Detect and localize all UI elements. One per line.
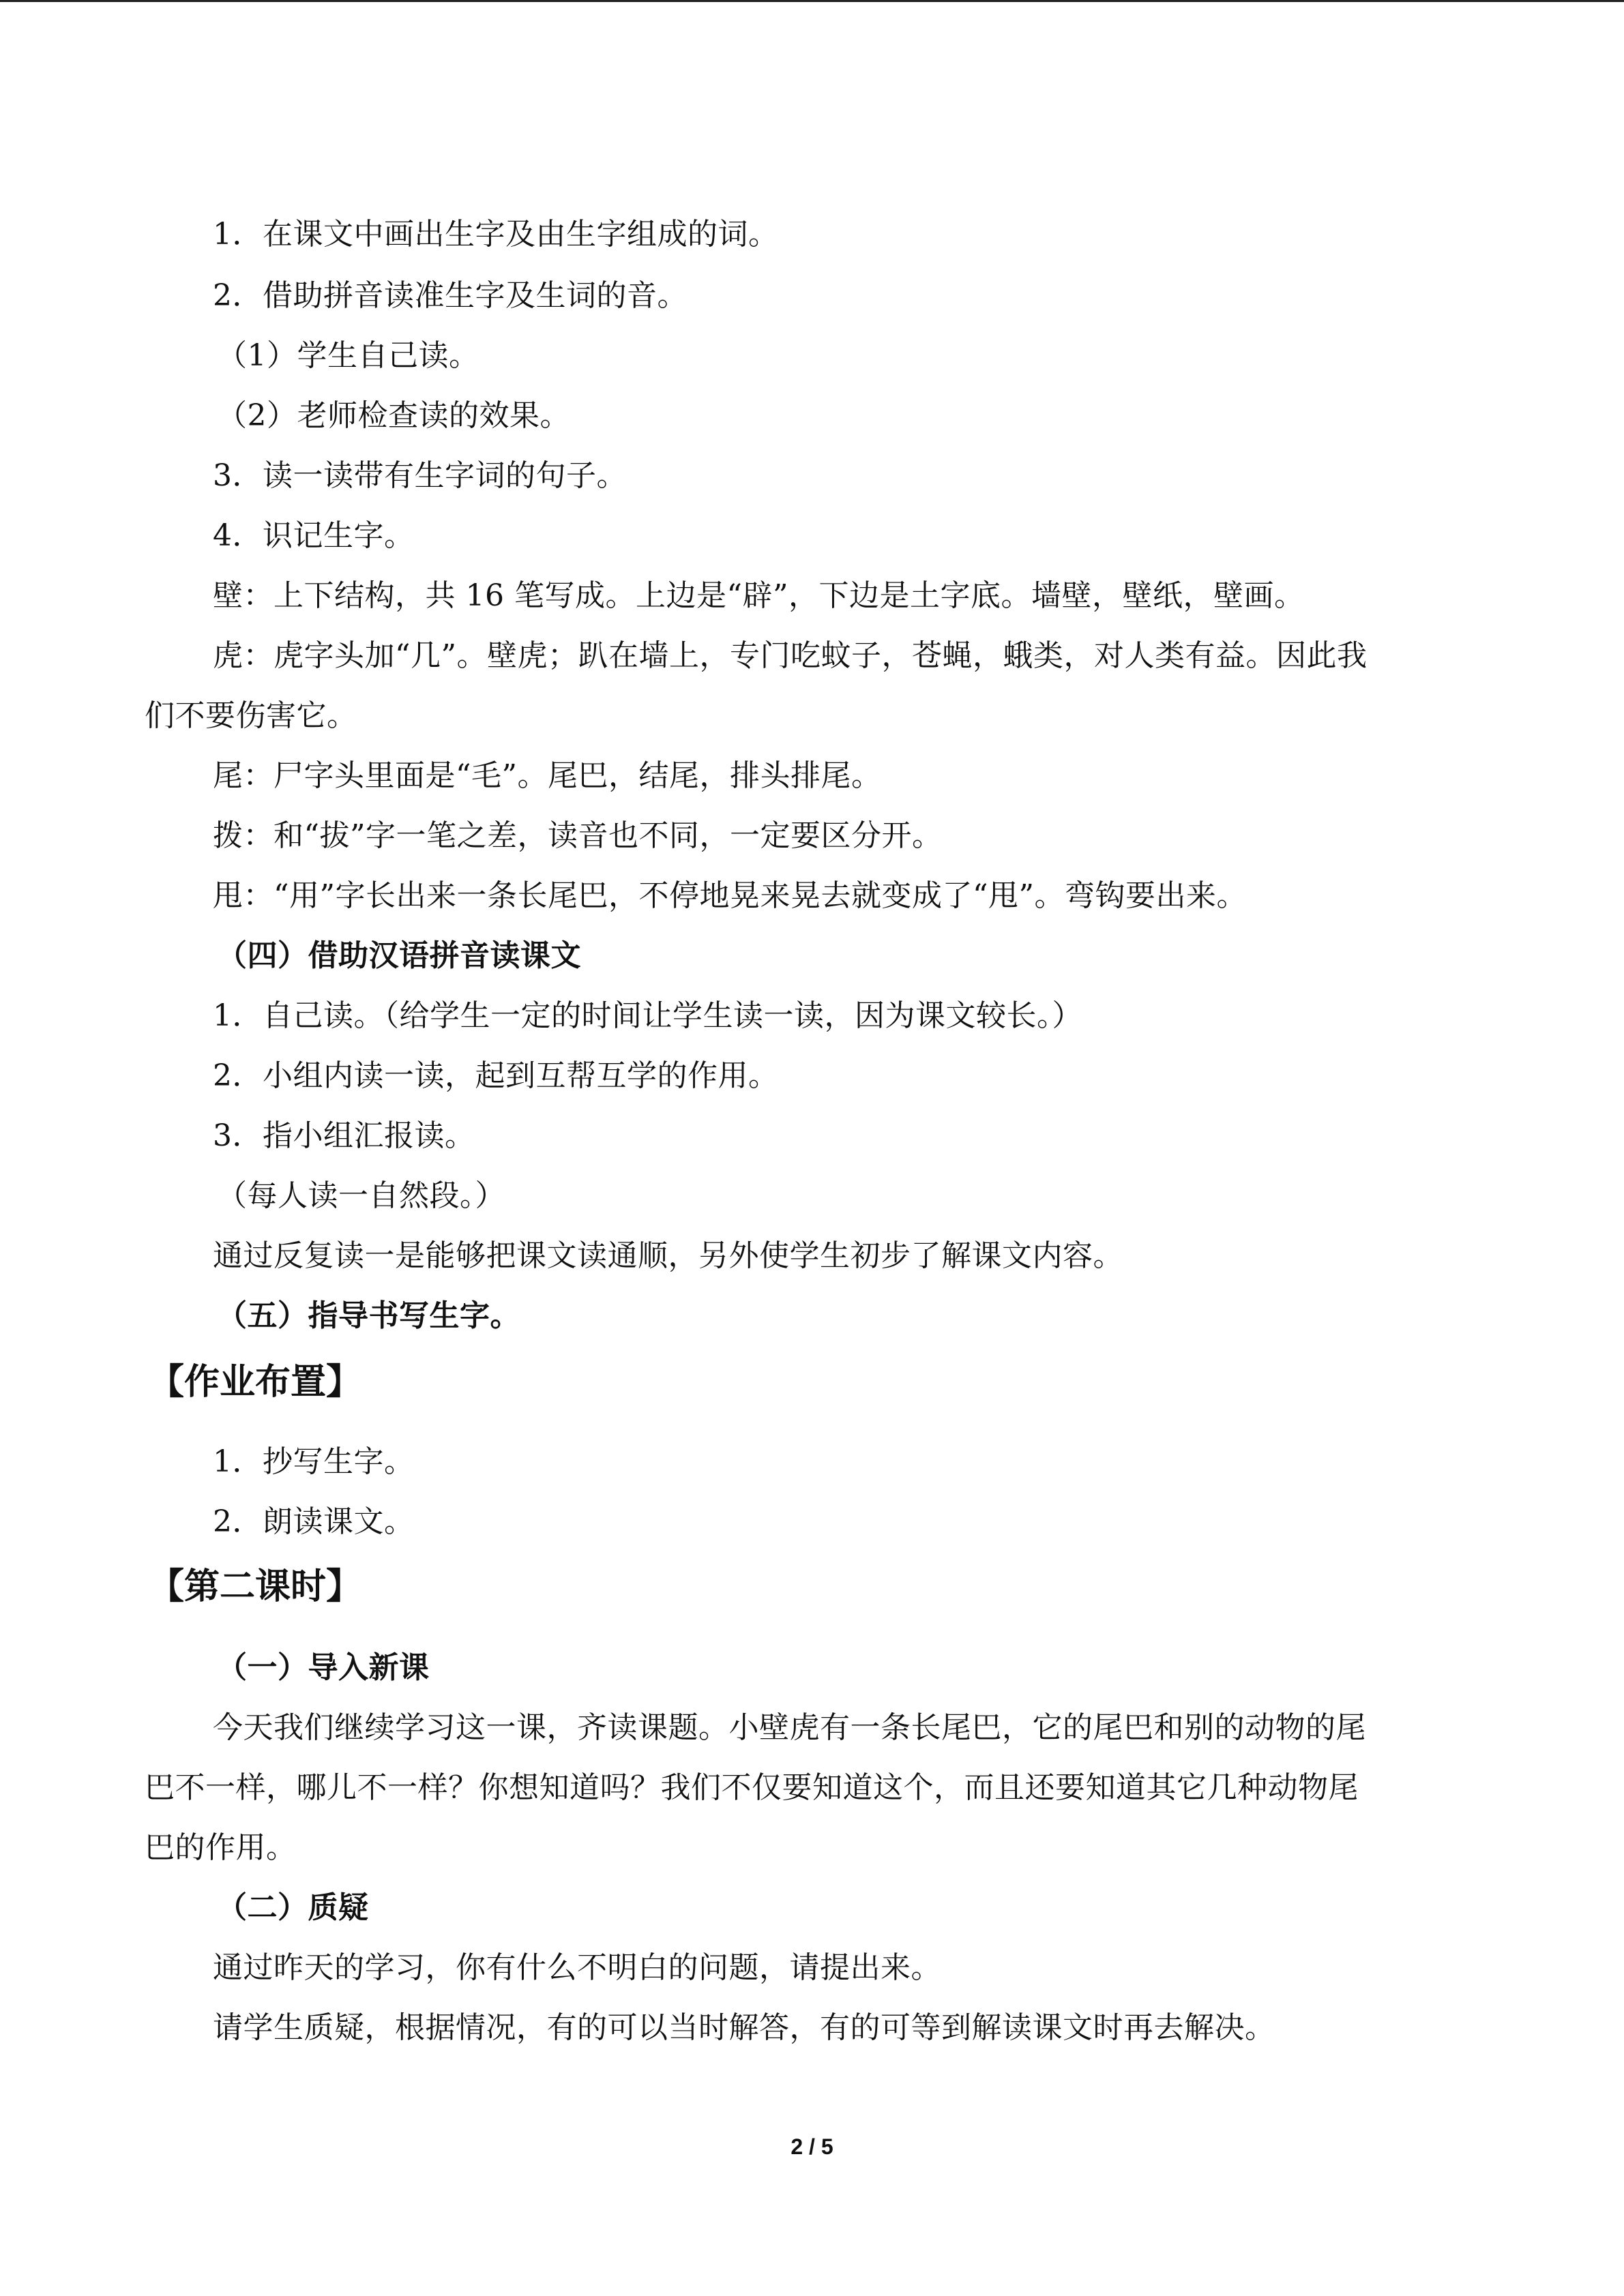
text-line: 巴的作用。: [145, 1830, 297, 1865]
text-line: 2．朗读课文。: [213, 1504, 415, 1539]
section-subheading: （四）借助汉语拼音读课文: [217, 938, 581, 973]
text-line: （1）学生自己读。: [217, 338, 479, 373]
text-line: 们不要伤害它。: [145, 698, 357, 733]
text-line: 1．在课文中画出生字及由生字组成的词。: [213, 217, 779, 252]
text-line: 3．读一读带有生字词的句子。: [213, 458, 627, 493]
text-line: 壁：上下结构，共 16 笔写成。上边是“辟”，下边是土字底。墙壁，壁纸，壁画。: [213, 578, 1305, 613]
text-line: 甩：“用”字长出来一条长尾巴，不停地晃来晃去就变成了“甩”。弯钩要出来。: [213, 878, 1247, 913]
text-line: （2）老师检查读的效果。: [217, 398, 570, 433]
text-line: 1．抄写生字。: [213, 1444, 415, 1479]
text-line: 今天我们继续学习这一课，齐读课题。小壁虎有一条长尾巴，它的尾巴和别的动物的尾: [213, 1710, 1366, 1745]
text-line: 请学生质疑，根据情况，有的可以当时解答，有的可等到解读课文时再去解决。: [213, 2010, 1275, 2045]
section-subheading: （一）导入新课: [217, 1650, 430, 1685]
section-subheading: （五）指导书写生字。: [217, 1298, 520, 1333]
text-line: 虎：虎字头加“几”。壁虎；趴在墙上，专门吃蚊子，苍蝇，蛾类，对人类有益。因此我: [213, 638, 1368, 673]
text-line: 3．指小组汇报读。: [213, 1118, 475, 1153]
text-line: 4．识记生字。: [213, 518, 415, 553]
text-line: 巴不一样，哪儿不一样？你想知道吗？我们不仅要知道这个，而且还要知道其它几种动物尾: [145, 1770, 1359, 1805]
text-line: 尾：尸字头里面是“毛”。尾巴，结尾，排头排尾。: [213, 758, 882, 793]
text-line: 2．小组内读一读，起到互帮互学的作用。: [213, 1058, 779, 1093]
section-heading: 【第二课时】: [149, 1566, 362, 1607]
section-heading: 【作业布置】: [149, 1362, 362, 1403]
text-line: 1．自己读。（给学生一定的时间让学生读一读，因为课文较长。）: [213, 998, 1082, 1033]
page-number: 2 / 5: [791, 2134, 833, 2159]
text-line: 2．借助拼音读准生字及生词的音。: [213, 278, 688, 313]
section-subheading: （二）质疑: [217, 1890, 369, 1925]
text-line: （每人读一自然段。）: [217, 1178, 505, 1213]
text-line: 通过反复读一是能够把课文读通顺，另外使学生初步了解课文内容。: [213, 1238, 1123, 1273]
text-line: 拨：和“拔”字一笔之差，读音也不同，一定要区分开。: [213, 818, 943, 853]
top-border: [0, 0, 1624, 2]
text-line: 通过昨天的学习，你有什么不明白的问题，请提出来。: [213, 1950, 941, 1985]
